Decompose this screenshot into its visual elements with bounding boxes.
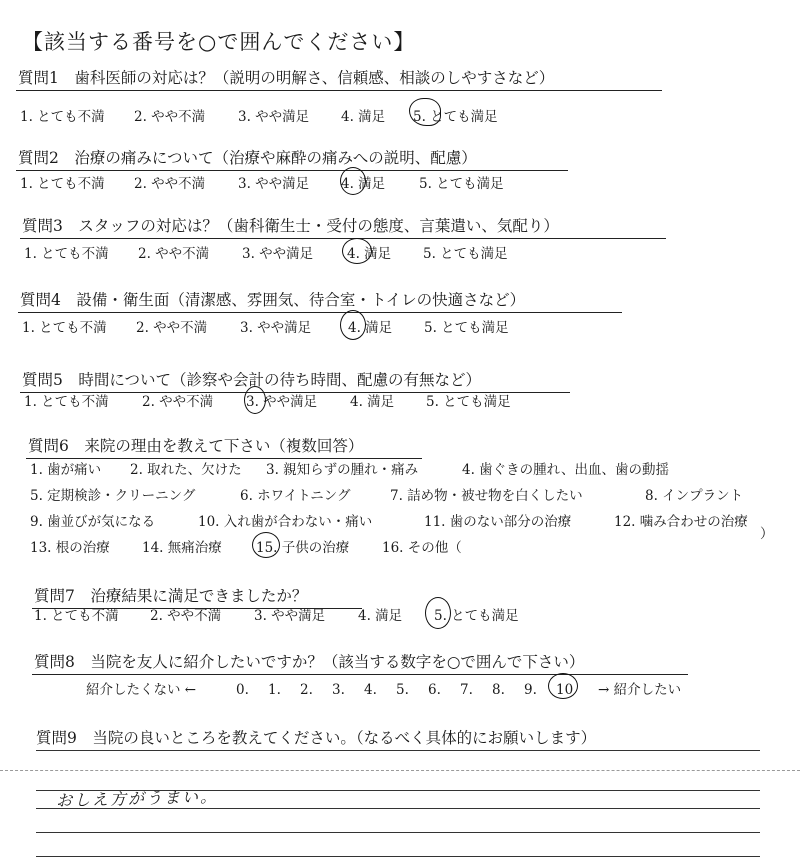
question-8-title: 質問8 当院を友人に紹介したいですか？（該当する数字を○で囲んで下さい） (34, 653, 585, 671)
q6-option-3[interactable]: 3. 親知らずの腫れ・痛み (266, 462, 419, 478)
q8-scale-left-label: 紹介したくない ← (86, 682, 197, 698)
q2-option-3[interactable]: 3. やや満足 (238, 176, 310, 192)
q1-selected-circle (409, 98, 441, 126)
q7-option-5[interactable]: 5. とても満足 (434, 608, 519, 624)
question-9-title: 質問9 当院の良いところを教えてください。（なるべく具体的にお願いします） (36, 729, 597, 747)
q9-handwritten-answer: おしえ方がうまい。 (55, 786, 219, 811)
q8-scale-right-label: → 紹介したい (598, 682, 682, 698)
question-7-title: 質問7 治療結果に満足できましたか？ (34, 587, 308, 605)
q6-option-1[interactable]: 1. 歯が痛い (30, 462, 102, 478)
q6-other-closing-paren: ） (760, 526, 774, 542)
q1-option-5[interactable]: 5. とても満足 (413, 109, 498, 125)
page-heading: 【該当する番号を○で囲んでください】 (22, 30, 416, 54)
question-6-row-2 (30, 484, 743, 504)
q6-option-13[interactable]: 13. 根の治療 (30, 540, 110, 556)
question-6-row-3 (30, 510, 748, 530)
q6-option-15[interactable]: 15. 子供の治療 (256, 540, 350, 556)
q6-selected-circle (252, 532, 280, 558)
question-6-title: 質問6 来院の理由を教えて下さい（複数回答） (28, 437, 364, 455)
q7-option-3[interactable]: 3. やや満足 (254, 608, 326, 624)
q8-scale-9[interactable]: 9. (524, 682, 537, 698)
q3-option-4[interactable]: 4. 満足 (347, 246, 392, 262)
q6-option-16[interactable]: 16. その他（ (382, 540, 462, 556)
q8-scale-3[interactable]: 3. (332, 682, 345, 698)
question-3-title: 質問3 スタッフの対応は？（歯科衛生士・受付の態度、言葉遣い、気配り） (22, 217, 559, 235)
q6-option-14[interactable]: 14. 無痛治療 (142, 540, 222, 556)
q6-option-9[interactable]: 9. 歯並びが気になる (30, 514, 156, 530)
q4-option-1[interactable]: 1. とても不満 (22, 320, 107, 336)
question-1-title: 質問1 歯科医師の対応は？（説明の明解さ、信頼感、相談のしやすさなど） (18, 69, 555, 87)
q6-option-8[interactable]: 8. インプラント (645, 488, 744, 504)
q6-option-4[interactable]: 4. 歯ぐきの腫れ、出血、歯の動揺 (462, 462, 669, 478)
q8-scale-0[interactable]: 0. (236, 682, 249, 698)
q1-option-3[interactable]: 3. やや満足 (238, 109, 310, 125)
q6-option-11[interactable]: 11. 歯のない部分の治療 (424, 514, 572, 530)
q6-option-12[interactable]: 12. 噛み合わせの治療 (614, 514, 748, 530)
question-3-options (24, 242, 508, 262)
q2-option-1[interactable]: 1. とても不満 (20, 176, 105, 192)
question-5-options (24, 390, 511, 410)
q2-option-2[interactable]: 2. やや不満 (134, 176, 206, 192)
q3-selected-circle (342, 238, 372, 264)
question-5-title: 質問5 時間について（診察や会計の待ち時間、配慮の有無など） (22, 371, 482, 389)
question-4-options (22, 316, 509, 336)
q3-option-5[interactable]: 5. とても満足 (423, 246, 508, 262)
q2-selected-circle (340, 167, 366, 195)
q3-option-3[interactable]: 3. やや満足 (242, 246, 314, 262)
q2-option-4[interactable]: 4. 満足 (341, 176, 386, 192)
q1-option-4[interactable]: 4. 満足 (341, 109, 386, 125)
q7-option-1[interactable]: 1. とても不満 (34, 608, 119, 624)
q1-option-1[interactable]: 1. とても不満 (20, 109, 105, 125)
q5-option-2[interactable]: 2. やや不満 (142, 394, 214, 410)
q3-option-2[interactable]: 2. やや不満 (138, 246, 210, 262)
q7-option-4[interactable]: 4. 満足 (358, 608, 403, 624)
q8-scale-4[interactable]: 4. (364, 682, 377, 698)
q2-option-5[interactable]: 5. とても満足 (419, 176, 504, 192)
q8-scale-2[interactable]: 2. (300, 682, 313, 698)
q8-scale-10[interactable]: 10 (556, 682, 574, 698)
q4-option-3[interactable]: 3. やや満足 (240, 320, 312, 336)
question-8-scale (86, 678, 681, 698)
q4-selected-circle (340, 310, 366, 340)
q5-option-4[interactable]: 4. 満足 (350, 394, 395, 410)
question-2-options (20, 172, 504, 192)
q8-scale-5[interactable]: 5. (396, 682, 409, 698)
q5-option-3[interactable]: 3. やや満足 (246, 394, 318, 410)
q4-option-5[interactable]: 5. とても満足 (424, 320, 509, 336)
q5-option-1[interactable]: 1. とても不満 (24, 394, 109, 410)
q8-scale-7[interactable]: 7. (460, 682, 473, 698)
q3-option-1[interactable]: 1. とても不満 (24, 246, 109, 262)
q4-option-2[interactable]: 2. やや不満 (136, 320, 208, 336)
q1-option-2[interactable]: 2. やや不満 (134, 109, 206, 125)
question-6-row-4 (30, 536, 462, 556)
q5-option-5[interactable]: 5. とても満足 (426, 394, 511, 410)
q6-option-6[interactable]: 6. ホワイトニング (240, 488, 351, 504)
q8-scale-6[interactable]: 6. (428, 682, 441, 698)
q4-option-4[interactable]: 4. 満足 (348, 320, 393, 336)
q6-option-5[interactable]: 5. 定期検診・クリーニング (30, 488, 196, 504)
q5-selected-circle (244, 386, 266, 414)
q6-option-2[interactable]: 2. 取れた、欠けた (130, 462, 242, 478)
q8-selected-circle (548, 673, 578, 699)
q7-option-2[interactable]: 2. やや不満 (150, 608, 222, 624)
q6-option-10[interactable]: 10. 入れ歯が合わない・痛い (198, 514, 373, 530)
q6-option-7[interactable]: 7. 詰め物・被せ物を白くしたい (390, 488, 583, 504)
question-6-row-1 (30, 458, 669, 478)
question-4-title: 質問4 設備・衛生面（清潔感、雰囲気、待合室・トイレの快適さなど） (20, 291, 526, 309)
q8-scale-1[interactable]: 1. (268, 682, 281, 698)
q8-scale-8[interactable]: 8. (492, 682, 505, 698)
question-2-title: 質問2 治療の痛みについて（治療や麻酔の痛みへの説明、配慮） (18, 149, 477, 167)
q7-selected-circle (425, 597, 451, 629)
